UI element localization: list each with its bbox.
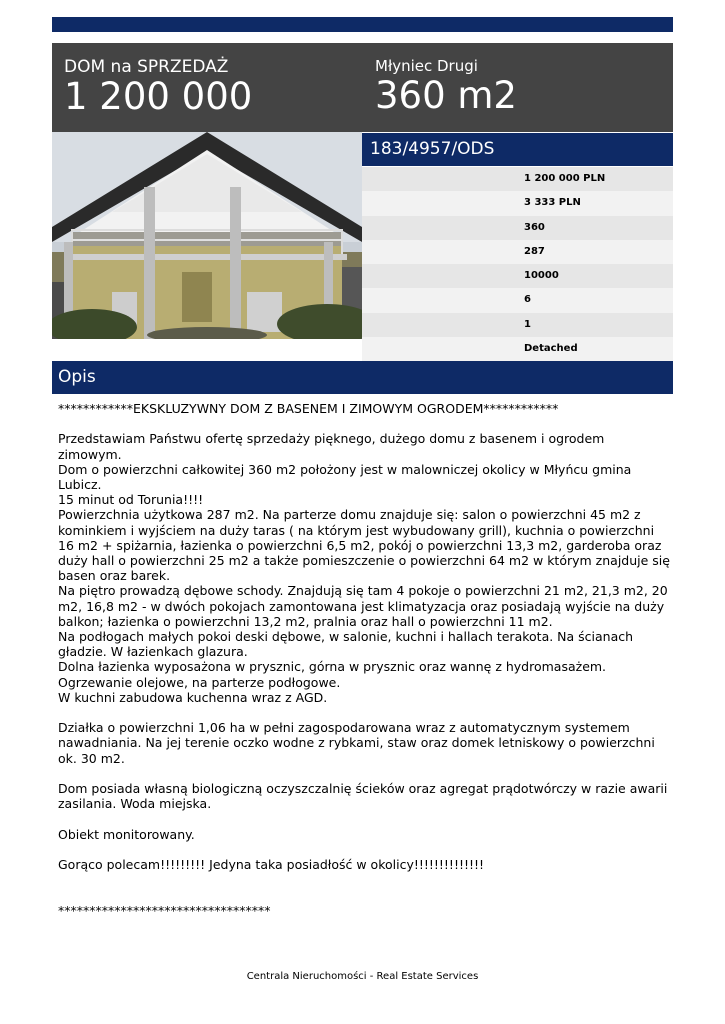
- table-row: [362, 337, 673, 361]
- param-value: 3 333 PLN: [524, 197, 581, 209]
- table-row: [362, 167, 673, 191]
- description-paragraph: Dom posiada własną biologiczną oczyszczalnię ścieków oraz agregat prądotwórczy w razie awarii zasilania. Woda miejska.: [58, 781, 668, 812]
- description-paragraph: Na podłogach małych pokoi deski dębowe, w salonie, kuchni i hallach terakota. Na ścianach gładzie. W łazienkach glazura.: [58, 629, 634, 660]
- description-paragraph: Przedstawiam Państwu ofertę sprzedaży pięknego, dużego domu z basenem i ogrodem zimowym.: [58, 431, 605, 462]
- description-paragraph: Gorąco polecam!!!!!!!!! Jedyna taka posiadłość w okolicy!!!!!!!!!!!!!!: [58, 857, 485, 873]
- table-row: [362, 313, 673, 337]
- table-row: [362, 240, 673, 264]
- footer-text: Centrala Nieruchomości - Real Estate Services: [246, 971, 479, 982]
- description-paragraph: Powierzchnia użytkowa 287 m2. Na parterze domu znajduje się: salon o powierzchni 45 m2 z kominkiem i wyjściem na duży taras ( na którym jest wybudowany grill), kuchnia o powierzchni 16 m2 + spiżarnia, łazienka o powierzchni 6,5 m2, pokój o powierzchni 13,3 m2, garderoba oraz duży hall o powierzchni 25 m2 a także pomieszczenie o powierzchni 64 m2 w którym znajduje się basen oraz barek.: [58, 507, 670, 584]
- description-paragraph: Na piętro prowadzą dębowe schody. Znajdują się tam 4 pokoje o powierzchni 21 m2, 21,3 m2, 20 m2, 16,8 m2 - w dwóch pokojach zamontowana jest klimatyzacja oraz posiadają wyjście na duży balkon; łazienka o powierzchni 13,2 m2, pralnia oraz hall o powierzchni 11 m2.: [58, 583, 668, 629]
- description-paragraph: Działka o powierzchni 1,06 ha w pełni zagospodarowana wraz z automatycznym systemem nawadniania. Na jej terenie oczko wodne z rybkami, staw oraz domek letniskowy o powierzchni ok. 30 m2.: [58, 720, 655, 766]
- reference-number: 183/4957/ODS: [362, 133, 673, 166]
- description-text: [58, 401, 670, 918]
- description-paragraph: Obiekt monitorowany.: [58, 826, 195, 842]
- description-paragraph: ************EKSKLUZYWNY DOM Z BASENEM I ZIMOWYM OGRODEM************: [58, 401, 559, 416]
- param-value: 287: [524, 245, 545, 257]
- table-row: [362, 264, 673, 288]
- description-heading: Opis: [52, 361, 673, 394]
- param-value: 1: [524, 318, 531, 330]
- paragraph-gap: [58, 811, 670, 826]
- description-paragraph: **********************************: [58, 902, 271, 918]
- price-value: 1 200 000: [64, 75, 253, 118]
- param-value: 6: [524, 294, 531, 306]
- location-label: Młyniec Drugi: [375, 57, 478, 75]
- paragraph-gap: [58, 872, 670, 887]
- description-paragraph: 15 minut od Torunia!!!!: [58, 492, 204, 508]
- listing-header: [52, 43, 673, 132]
- description-paragraph: Ogrzewanie olejowe, na parterze podłogowe.: [58, 674, 341, 690]
- header-left: [64, 56, 252, 118]
- header-right: [375, 55, 517, 117]
- area-value: 360 m2: [375, 74, 517, 117]
- table-row: [362, 288, 673, 312]
- table-row: [362, 216, 673, 240]
- paragraph-gap: [58, 887, 670, 902]
- description-paragraph: Dolna łazienka wyposażona w prysznic, górna w prysznic oraz wannę z hydromasażem.: [58, 659, 607, 675]
- table-row: [362, 191, 673, 215]
- paragraph-gap: [58, 416, 670, 431]
- paragraph-gap: [58, 842, 670, 857]
- paragraph-gap: [58, 766, 670, 781]
- property-photo: [52, 132, 362, 339]
- top-accent-bar: [52, 17, 673, 32]
- param-value: Detached: [524, 343, 578, 355]
- description-paragraph: Dom o powierzchni całkowitej 360 m2 położony jest w malowniczej okolicy w Młyńcu gmina Lubicz.: [58, 461, 632, 492]
- paragraph-gap: [58, 705, 670, 720]
- param-value: 10000: [524, 270, 559, 282]
- param-value: 1 200 000 PLN: [524, 173, 606, 184]
- param-value: 360: [524, 221, 545, 233]
- parameters-table: [362, 167, 673, 361]
- description-paragraph: W kuchni zabudowa kuchenna wraz z AGD.: [58, 689, 328, 705]
- property-type-label: DOM na SPRZEDAŻ: [64, 57, 229, 77]
